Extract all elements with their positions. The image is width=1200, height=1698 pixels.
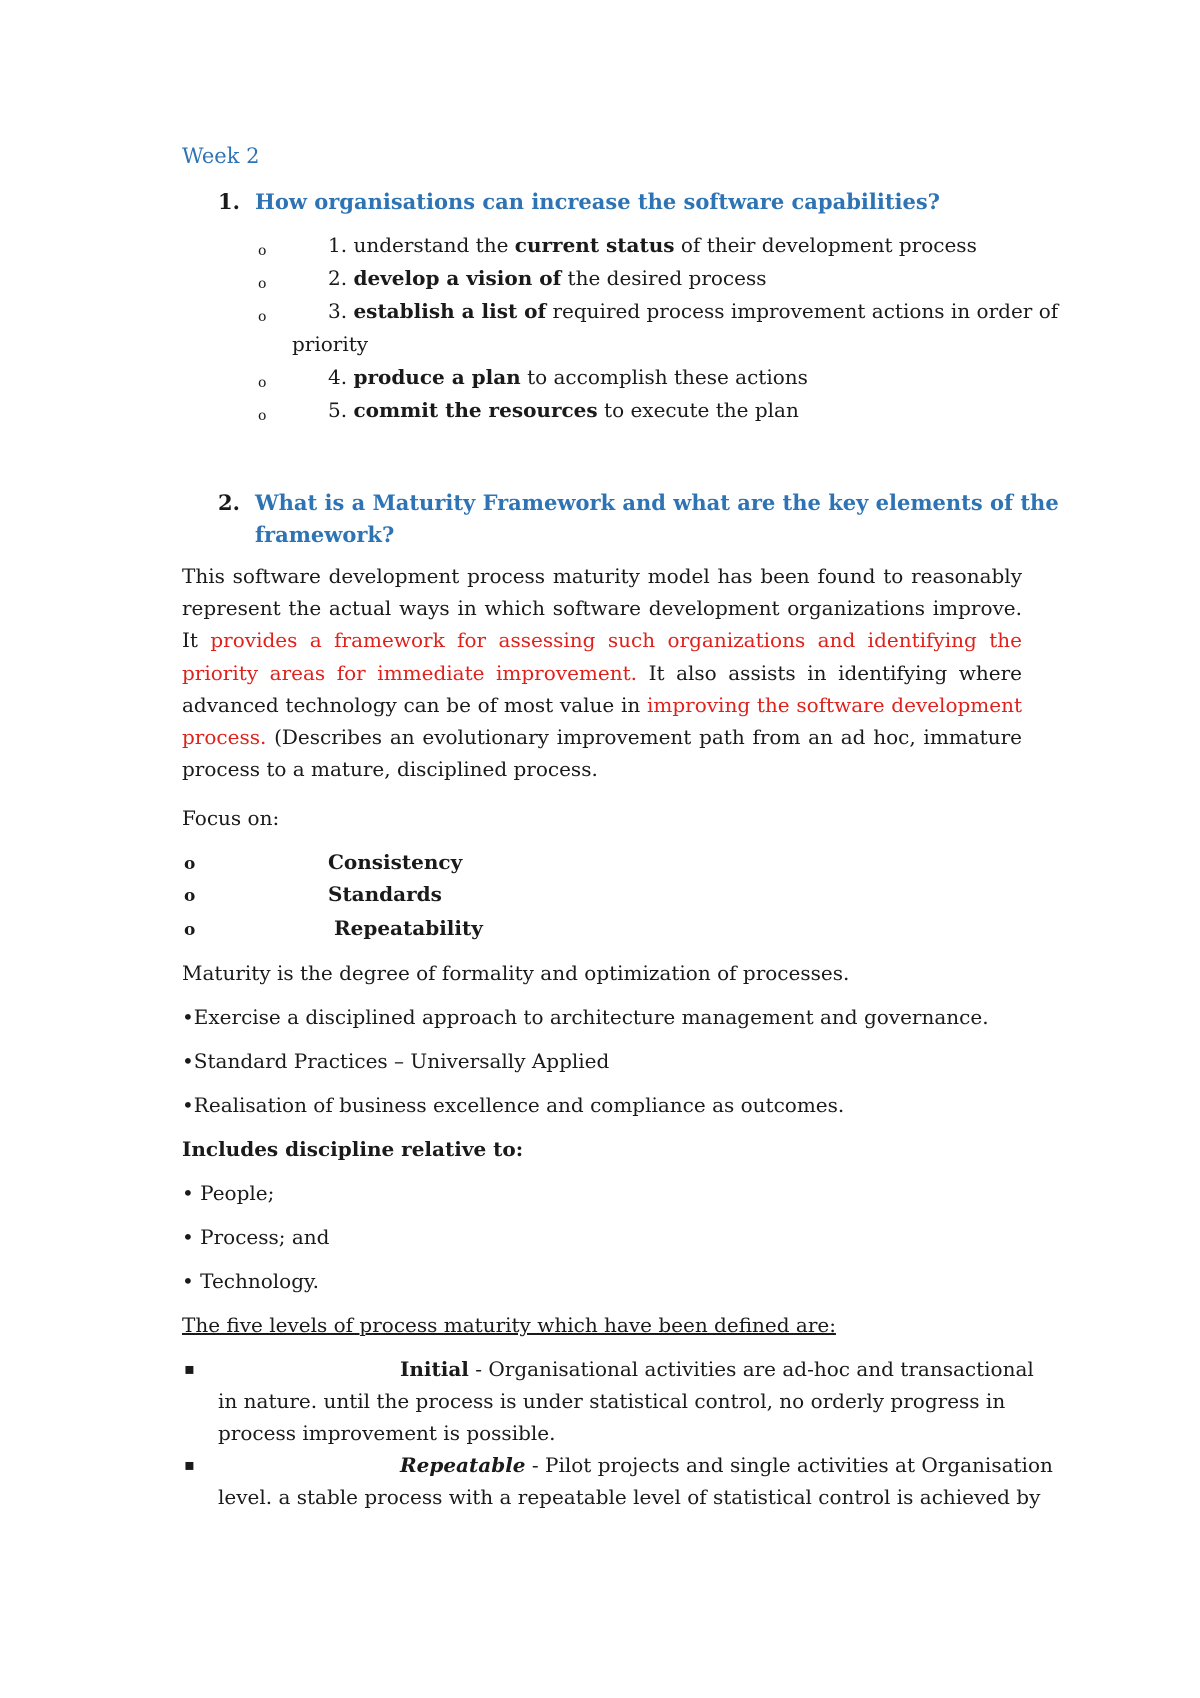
list-bullet: o [258, 309, 267, 325]
focus-item: Repeatability [334, 916, 483, 940]
week-title: Week 2 [182, 144, 260, 168]
list-bullet: ▪ [184, 1455, 195, 1474]
level-item: Initial - Organisational activities are ad-hoc and transactional [400, 1357, 1034, 1381]
maturity-point: •Realisation of business excellence and compliance as outcomes. [182, 1093, 845, 1117]
q1-number: 1. [218, 189, 240, 214]
includes-item: • Technology. [182, 1269, 320, 1293]
list-bullet: o [258, 276, 267, 292]
q2-title-line1: What is a Maturity Framework and what are the key elements of the [255, 490, 1059, 515]
level-item: Repeatable - Pilot projects and single activities at Organisation [400, 1453, 1053, 1477]
levels-heading: The five levels of process maturity which have been defined are: [182, 1313, 836, 1337]
maturity-point: •Standard Practices – Universally Applied [182, 1049, 610, 1073]
level-item-continuation: process improvement is possible. [218, 1421, 556, 1445]
level-item-continuation: level. a stable process with a repeatable level of statistical control is achieved by [218, 1485, 1041, 1509]
list-bullet: o [184, 920, 196, 940]
list-bullet: o [184, 886, 196, 906]
q2-number: 2. [218, 490, 240, 515]
list-bullet: ▪ [184, 1359, 195, 1378]
includes-item: • Process; and [182, 1225, 330, 1249]
level-item-continuation: in nature. until the process is under statistical control, no orderly progress in [218, 1389, 1006, 1413]
includes-label: Includes discipline relative to: [182, 1137, 524, 1161]
focus-item: Consistency [328, 850, 463, 874]
q2-paragraph: This software development process maturity model has been found to reasonably represent the actual ways in which software development organizations improve. It provides a framework for assessing such organizations and identifying the priority areas for immediate improvement. It also assists in identifying where advanced technology can be of most value in improving the software development process. (Describes an evolutionary improvement path from an ad hoc, immature process to a mature, disciplined process. [182, 564, 1023, 782]
list-item: 1. understand the current status of their development process [328, 233, 977, 257]
list-item: 5. commit the resources to execute the plan [328, 398, 799, 422]
list-item: 3. establish a list of required process improvement actions in order of [328, 299, 1059, 323]
list-bullet: o [184, 854, 196, 874]
list-item: 2. develop a vision of the desired process [328, 266, 767, 290]
list-item: 4. produce a plan to accomplish these actions [328, 365, 808, 389]
list-item-continuation: priority [292, 332, 369, 356]
list-bullet: o [258, 408, 267, 424]
focus-item: Standards [328, 882, 442, 906]
q2-title-line2: framework? [255, 522, 395, 547]
list-bullet: o [258, 243, 267, 259]
includes-item: • People; [182, 1181, 275, 1205]
maturity-definition: Maturity is the degree of formality and optimization of processes. [182, 961, 850, 985]
list-bullet: o [258, 375, 267, 391]
q1-title: How organisations can increase the software capabilities? [255, 189, 940, 214]
focus-label: Focus on: [182, 806, 280, 830]
maturity-point: •Exercise a disciplined approach to architecture management and governance. [182, 1005, 989, 1029]
